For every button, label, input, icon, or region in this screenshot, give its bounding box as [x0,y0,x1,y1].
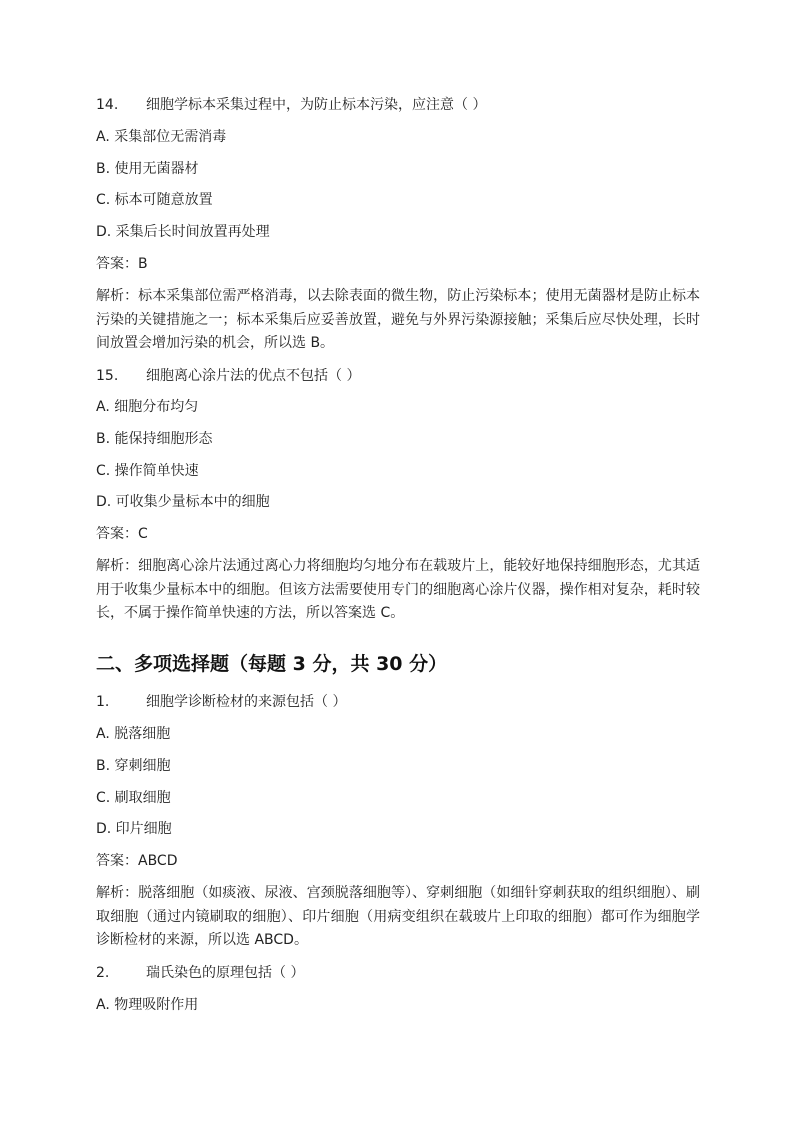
option-c: C. 标本可随意放置 [96,192,213,208]
option-b: B. 穿刺细胞 [96,758,171,774]
question-text: 细胞学标本采集过程中，为防止标本污染，应注意（ ） [146,97,487,113]
question-number: 2. [96,965,110,981]
option-a: A. 脱落细胞 [96,726,171,742]
option-a: A. 采集部位无需消毒 [96,129,227,145]
answer: 答案：ABCD [96,853,178,869]
option-c: C. 刷取细胞 [96,790,171,806]
question-14 [96,95,486,115]
answer: 答案：C [96,526,148,542]
question-text: 细胞离心涂片法的优点不包括（ ） [146,368,361,384]
question-2 [96,963,304,983]
question-number: 1. [96,694,110,710]
option-a: A. 细胞分布均匀 [96,399,199,415]
option-d: D. 采集后长时间放置再处理 [96,224,270,240]
analysis: 解析：细胞离心涂片法通过离心力将细胞均匀地分布在载玻片上，能较好地保持细胞形态，尤其适用于收集少量标本中的细胞。但该方法需要使用专门的细胞离心涂片仪器，操作相对复杂，耗时较长，不属于操作简单快速的方法，所以答案选 C。 [96,558,700,621]
option-d: D. 印片细胞 [96,821,172,837]
option-c: C. 操作简单快速 [96,463,199,479]
answer: 答案：B [96,256,148,272]
option-a: A. 物理吸附作用 [96,997,199,1013]
question-15 [96,366,360,386]
option-d: D. 可收集少量标本中的细胞 [96,494,270,510]
section-heading: 二、多项选择题（每题 3 分，共 30 分） [96,653,448,675]
option-b: B. 使用无菌器材 [96,161,199,177]
analysis: 解析：脱落细胞（如痰液、尿液、宫颈脱落细胞等）、穿刺细胞（如细针穿刺获取的组织细胞）、刷取细胞（通过内镜刷取的细胞）、印片细胞（用病变组织在载玻片上印取的细胞）都可作为细胞学诊断检材的来源，所以选 ABCD。 [96,885,700,948]
question-number: 14. [96,97,119,113]
question-text: 瑞氏染色的原理包括（ ） [146,965,305,981]
question-number: 15. [96,368,119,384]
question-1 [96,692,346,712]
option-b: B. 能保持细胞形态 [96,431,213,447]
analysis: 解析：标本采集部位需严格消毒，以去除表面的微生物，防止污染标本；使用无菌器材是防止标本污染的关键措施之一；标本采集后应妥善放置，避免与外界污染源接触；采集后应尽快处理，长时间放置会增加污染的机会，所以选 B。 [96,288,700,351]
question-text: 细胞学诊断检材的来源包括（ ） [146,694,347,710]
